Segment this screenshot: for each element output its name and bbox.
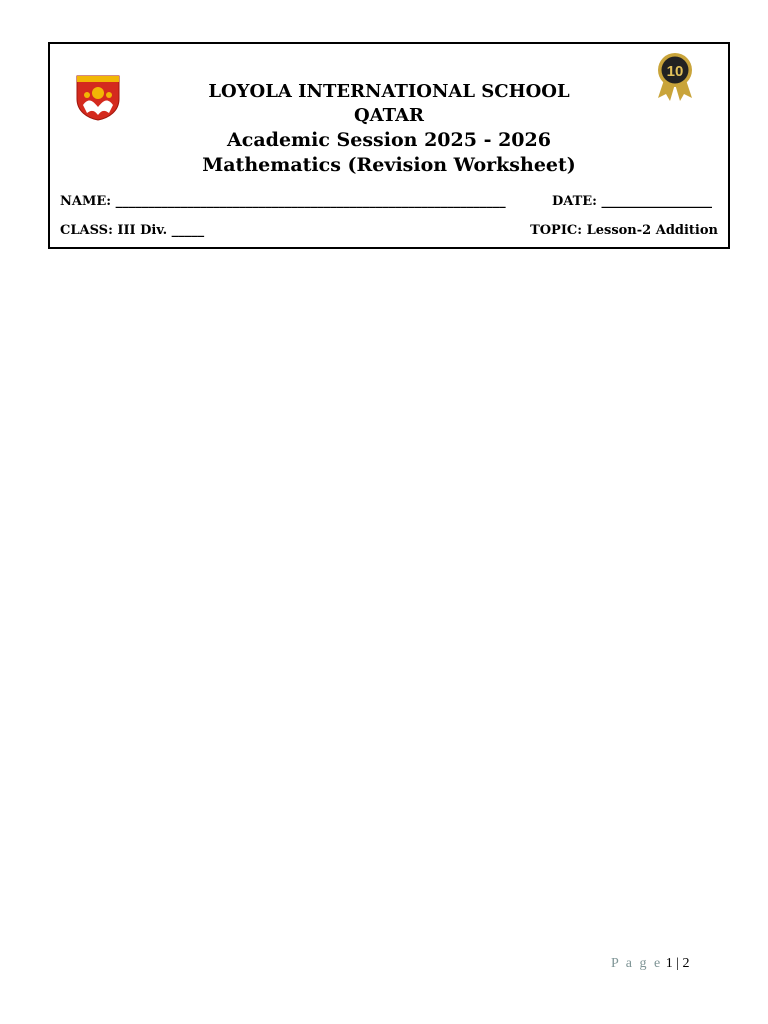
page-separator: | [672, 956, 683, 971]
school-name: LOYOLA INTERNATIONAL SCHOOL [208, 81, 570, 102]
subject-title: Mathematics (Revision Worksheet) [202, 154, 576, 176]
topic-label: TOPIC: Lesson-2 Addition [530, 223, 718, 238]
page-current: 1 [665, 956, 673, 971]
academic-session: Academic Session 2025 - 2026 [227, 129, 551, 151]
school-location: QATAR [354, 105, 424, 126]
date-field[interactable]: DATE: _________________ [551, 194, 712, 209]
worksheet-header [48, 42, 730, 249]
page-word: P a g e [611, 956, 663, 971]
class-field[interactable]: CLASS: III Div. _____ [60, 223, 205, 238]
name-field[interactable]: NAME: ____________________________________________________________ [60, 194, 506, 209]
header-titles [50, 80, 728, 178]
page-total: 2 [682, 956, 690, 971]
badge-number: 10 [666, 63, 684, 80]
page-footer [611, 956, 690, 972]
